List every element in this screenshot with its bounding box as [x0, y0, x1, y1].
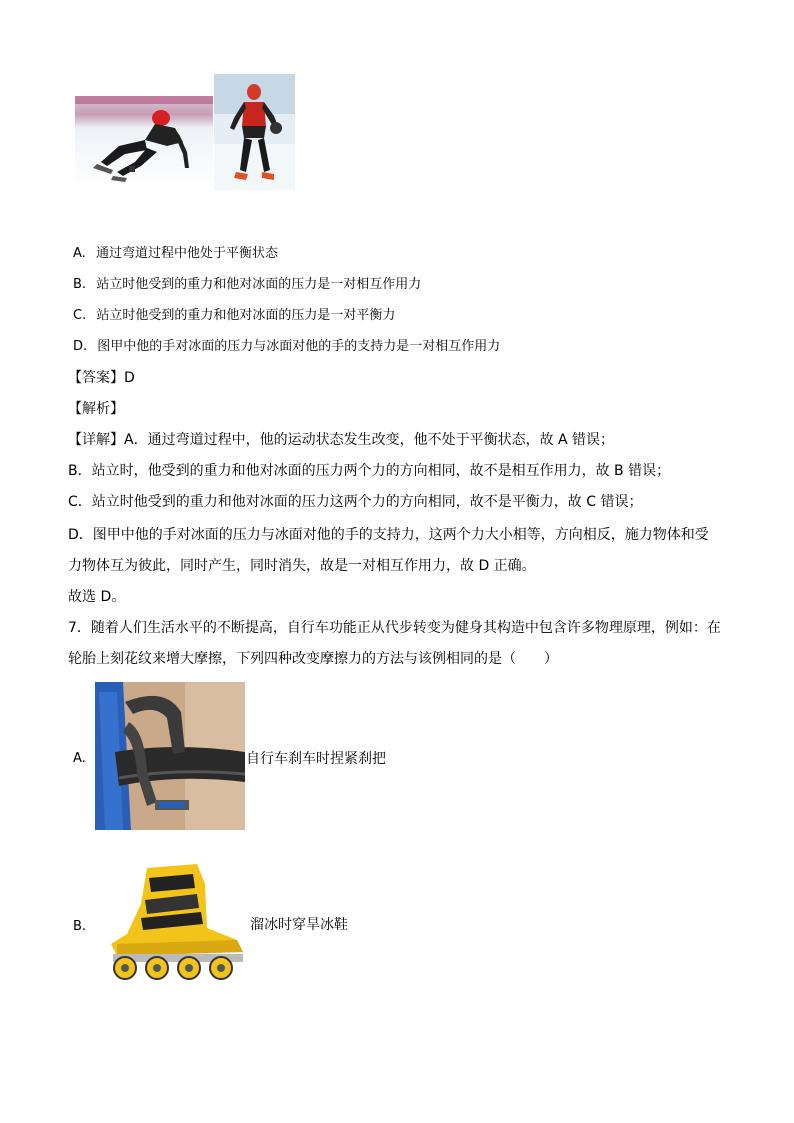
q6-option-b-text: 站立时他受到的重力和他对冰面的压力是一对相互作用力: [96, 277, 422, 292]
q7-option-a-letter: A.: [73, 751, 86, 766]
answer-line: [68, 368, 135, 388]
detail-label: 【详解】: [68, 432, 124, 448]
analysis-label: 【解析】: [68, 401, 124, 417]
q6-option-a: [73, 245, 278, 263]
detail-line-1: [68, 430, 614, 450]
q6-option-d: [73, 338, 500, 356]
detail-line-2: B．站立时，他受到的重力和他对冰面的压力两个力的方向相同，故不是相互作用力，故 B 错误；: [68, 463, 671, 479]
q6-option-b: [73, 276, 421, 294]
q7-stem-line-1: 7．随着人们生活水平的不断提高，自行车功能正从代步转变为健身其构造中包含许多物理原理，例如：在: [68, 620, 721, 636]
skater-standing-photo: [214, 74, 295, 190]
answer-label: 【答案】: [68, 370, 124, 386]
detail-line-3: C．站立时他受到的重力和他对冰面的压力这两个力的方向相同，故不是平衡力，故 C 错误；: [68, 494, 643, 510]
detail-line-5: 力物体互为彼此，同时产生，同时消失，故是一对相互作用力，故 D 正确。: [68, 558, 536, 574]
q6-option-d-letter: D.: [73, 339, 88, 354]
bike-brake-photo: [95, 682, 245, 830]
conclusion: 故选 D。: [68, 589, 126, 605]
q6-option-a-text: 通过弯道过程中他处于平衡状态: [95, 246, 278, 261]
q6-option-d-text: 图甲中他的手对冰面的压力与冰面对他的手的支持力是一对相互作用力: [97, 339, 501, 354]
q6-option-c: [73, 307, 395, 325]
q7-option-a-text: 自行车刹车时捏紧刹把: [246, 751, 386, 767]
q6-option-c-text: 站立时他受到的重力和他对冰面的压力是一对平衡力: [96, 308, 396, 323]
q6-option-c-letter: C.: [73, 308, 87, 323]
inline-skate-photo: [97, 864, 245, 982]
q7-stem-line-2: 轮胎上刻花纹来增大摩擦，下列四种改变摩擦力的方法与该例相同的是（ ）: [68, 651, 558, 667]
q6-option-a-letter: A.: [73, 246, 86, 261]
q7-option-b-text: 溜冰时穿旱冰鞋: [250, 917, 348, 933]
answer-value: D: [124, 370, 135, 386]
skater-turning-photo: [75, 96, 213, 188]
detail-line-4: D．图甲中他的手对冰面的压力与冰面对他的手的支持力，这两个力大小相等，方向相反，施力物体和受: [68, 527, 709, 543]
q6-option-b-letter: B.: [73, 277, 87, 292]
detail-text-1: A．通过弯道过程中，他的运动状态发生改变，他不处于平衡状态，故 A 错误；: [124, 432, 615, 448]
q7-option-b-letter: B.: [73, 919, 87, 934]
